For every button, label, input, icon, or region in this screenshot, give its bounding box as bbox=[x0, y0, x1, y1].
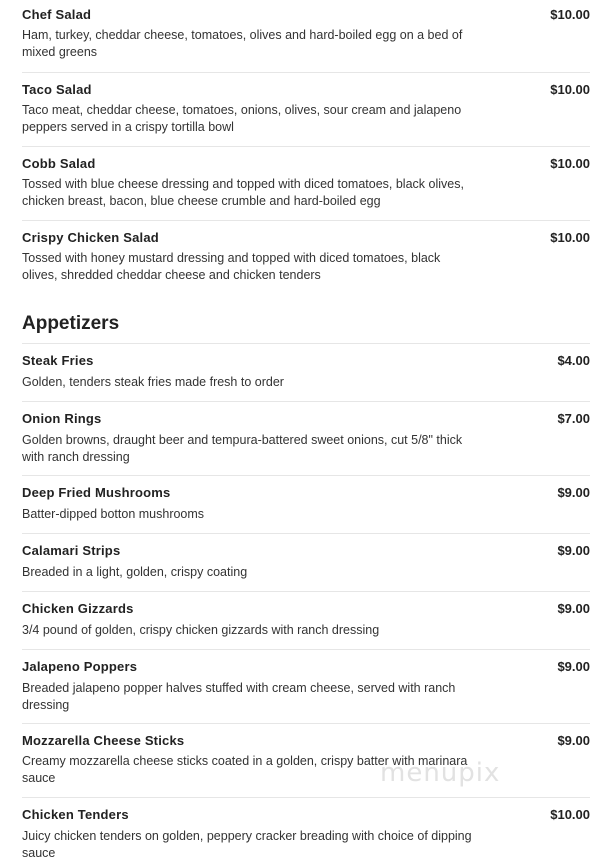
item-description: Golden, tenders steak fries made fresh to order bbox=[22, 375, 284, 389]
item-description: Juicy chicken tenders on golden, peppery cracker breading with choice of dipping sauce bbox=[22, 829, 472, 860]
item-description: Breaded jalapeno popper halves stuffed with cream cheese, served with ranch dressing bbox=[22, 681, 456, 712]
item-name: Jalapeno Poppers bbox=[22, 659, 138, 674]
item-name: Deep Fried Mushrooms bbox=[22, 485, 171, 500]
menu-item bbox=[22, 592, 590, 650]
section-title-appetizers: Appetizers bbox=[22, 313, 590, 344]
menu-item bbox=[22, 221, 590, 294]
menu bbox=[22, 0, 590, 867]
item-price: $9.00 bbox=[557, 543, 590, 558]
menu-item bbox=[22, 798, 590, 867]
item-description: Tossed with honey mustard dressing and topped with diced tomatoes, black olives, shredded cheddar cheese and chicken tenders bbox=[22, 251, 441, 282]
item-price: $10.00 bbox=[550, 230, 590, 245]
item-description: Breaded in a light, golden, crispy coating bbox=[22, 565, 248, 579]
item-description: Batter-dipped botton mushrooms bbox=[22, 507, 205, 521]
item-name: Chicken Tenders bbox=[22, 807, 129, 822]
item-description: Tossed with blue cheese dressing and topped with diced tomatoes, black olives, chicken breast, bacon, blue cheese crumble and hard-boiled egg bbox=[22, 177, 464, 208]
item-description: Golden browns, draught beer and tempura-battered sweet onions, cut 5/8" thick with ranch dressing bbox=[22, 433, 463, 464]
item-name: Calamari Strips bbox=[22, 543, 121, 558]
item-price: $9.00 bbox=[557, 485, 590, 500]
menu-item bbox=[22, 0, 590, 73]
menu-item bbox=[22, 73, 590, 147]
item-description: 3/4 pound of golden, crispy chicken gizzards with ranch dressing bbox=[22, 623, 380, 637]
menu-item bbox=[22, 534, 590, 592]
item-name: Chicken Gizzards bbox=[22, 601, 134, 616]
menu-item bbox=[22, 344, 590, 402]
item-name: Onion Rings bbox=[22, 411, 102, 426]
watermark-logo: menupix bbox=[380, 758, 501, 788]
item-price: $7.00 bbox=[557, 411, 590, 426]
item-price: $10.00 bbox=[550, 156, 590, 171]
item-name: Taco Salad bbox=[22, 82, 92, 97]
menu-item bbox=[22, 147, 590, 221]
item-price: $10.00 bbox=[550, 7, 590, 22]
menu-item bbox=[22, 724, 590, 798]
menu-item bbox=[22, 476, 590, 534]
item-description: Creamy mozzarella cheese sticks coated in a golden, crispy batter with marinara sauce bbox=[22, 754, 468, 785]
item-name: Chef Salad bbox=[22, 7, 92, 22]
item-price: $9.00 bbox=[557, 601, 590, 616]
item-name: Mozzarella Cheese Sticks bbox=[22, 733, 185, 748]
item-price: $10.00 bbox=[550, 82, 590, 97]
item-price: $4.00 bbox=[557, 353, 590, 368]
item-name: Crispy Chicken Salad bbox=[22, 230, 159, 245]
item-price: $9.00 bbox=[557, 733, 590, 748]
item-price: $10.00 bbox=[550, 807, 590, 822]
item-price: $9.00 bbox=[557, 659, 590, 674]
item-description: Ham, turkey, cheddar cheese, tomatoes, olives and hard-boiled egg on a bed of mixed greens bbox=[22, 28, 463, 59]
item-name: Cobb Salad bbox=[22, 156, 96, 171]
item-description: Taco meat, cheddar cheese, tomatoes, onions, olives, sour cream and jalapeno peppers served in a crispy tortilla bowl bbox=[22, 103, 462, 134]
menu-item bbox=[22, 402, 590, 476]
item-name: Steak Fries bbox=[22, 353, 94, 368]
menu-item bbox=[22, 650, 590, 724]
